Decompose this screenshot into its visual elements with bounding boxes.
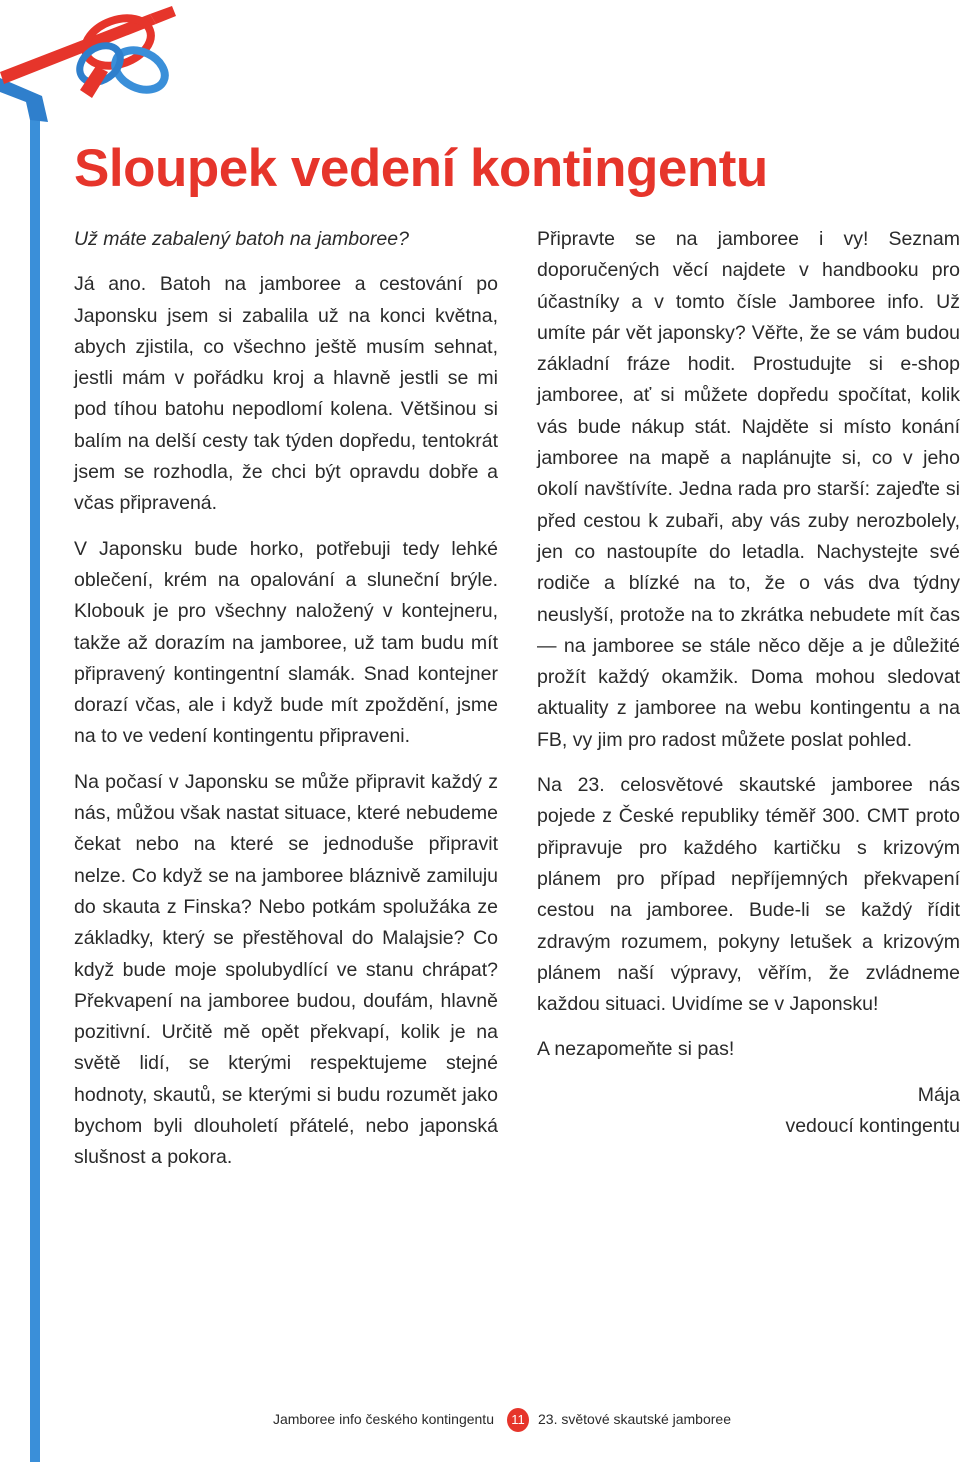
right-column [537,224,960,1142]
closing-line: A nezapomeňte si pas! [537,1038,735,1061]
page-title: Sloupek vedení kontingentu [74,139,768,198]
signature-name: Mája [917,1083,960,1106]
article-paragraph: V Japonsku bude horko, potřebuji tedy lehké oblečení, krém na opalování a sluneční brýle. Klobouk je pro všechny naložený v kontejneru, takže až dorazím na jamboree, už tam budu mít připravený kontingentní slamák. Snad kontejner dorazí včas, ale i když bude mít zpoždění, jsme na to ve vedení kontingentu připraveni. [74,537,498,748]
lead-question: Už máte zabalený batoh na jamboree? [74,228,409,250]
page-number-badge: 11 [507,1408,529,1432]
page-footer [0,1408,960,1432]
footer-publication: Jamboree info českého kontingentu [272,1411,494,1427]
left-column [74,224,498,1188]
article-paragraph: Připravte se na jamboree i vy! Seznam doporučených věcí najdete v handbooku pro účastníky a v tomto čísle Jamboree info. Už umíte pár vět japonsky? Věřte, že se vám budou základní fráze hodit. Prostudujte si e-shop jamboree, ať si můžete dopředu spočítat, kolik vás bude nákup stát. Najděte si místo konání jamboree na mapě a naplánujte si, co v jeho okolí navštívíte. Jedna rada pro starší: zajeďte si před cestou k zubaři, aby vás zuby nerozbolely, jen co nastoupíte do letadla. Nachystejte své rodiče a blízké na to, že o vás dva týdny neuslyší, protože na to zkrátka nebudete mít čas — na jamboree se stále něco děje a je důležité prožít každý okamžik. Doma mohou sledovat aktuality z jamboree na webu kontingentu a na FB, vy jim pro radost můžete poslat pohled. [537,228,960,751]
footer-event: 23. světové skautské jamboree [538,1411,731,1427]
article-paragraph: Na 23. celosvětové skautské jamboree nás pojede z České republiky téměř 300. CMT proto připravuje pro každého kartičku s krizovým plánem pro případ nepříjemných překvapení cestou na jamboree. Bude-li se každý řídit zdravým rozumem, pokyny letušek a krizovým plánem naší výpravy, věřím, že zvládneme každou situaci. Uvidíme se v Japonsku! [537,774,960,1016]
article-paragraph: Já ano. Batoh na jamboree a cestování po Japonsku jsem si zabalila už na konci května, abych zjistila, co všechno ještě musím sehnat, jestli mám v pořádku kroj a hlavně jestli se mi pod tíhou batohu nepodlomí kolena. Většinou si balím na delší cesty tak týden dopředu, tentokrát jsem se rozhodla, že chci být opravdu dobře a včas připravená. [74,273,498,515]
signature-role: vedoucí kontingentu [785,1115,960,1138]
blue-ribbon-strip [30,112,40,1462]
article-paragraph: Na počasí v Japonsku se může připravit každý z nás, můžou však nastat situace, které nebudeme čekat nebo na které se jednoduše připravit nelze. Co když se na jamboree bláznivě zamiluju do skauta z Finska? Nebo potkám spolužáka ze základky, který se přestěhoval do Malajsie? Co když bude moje spolubydlící ve stanu chrápat? Překvapení na jamboree budou, doufám, hlavně pozitivní. Určitě mě opět překvapí, kolik je na světě lidí, se kterými respektujeme stejné hodnoty, skautů, se kterými si budu rozumět jako bychom byli dlouholetí přátelé, nebo japonská slušnost a pokora. [74,770,498,1169]
